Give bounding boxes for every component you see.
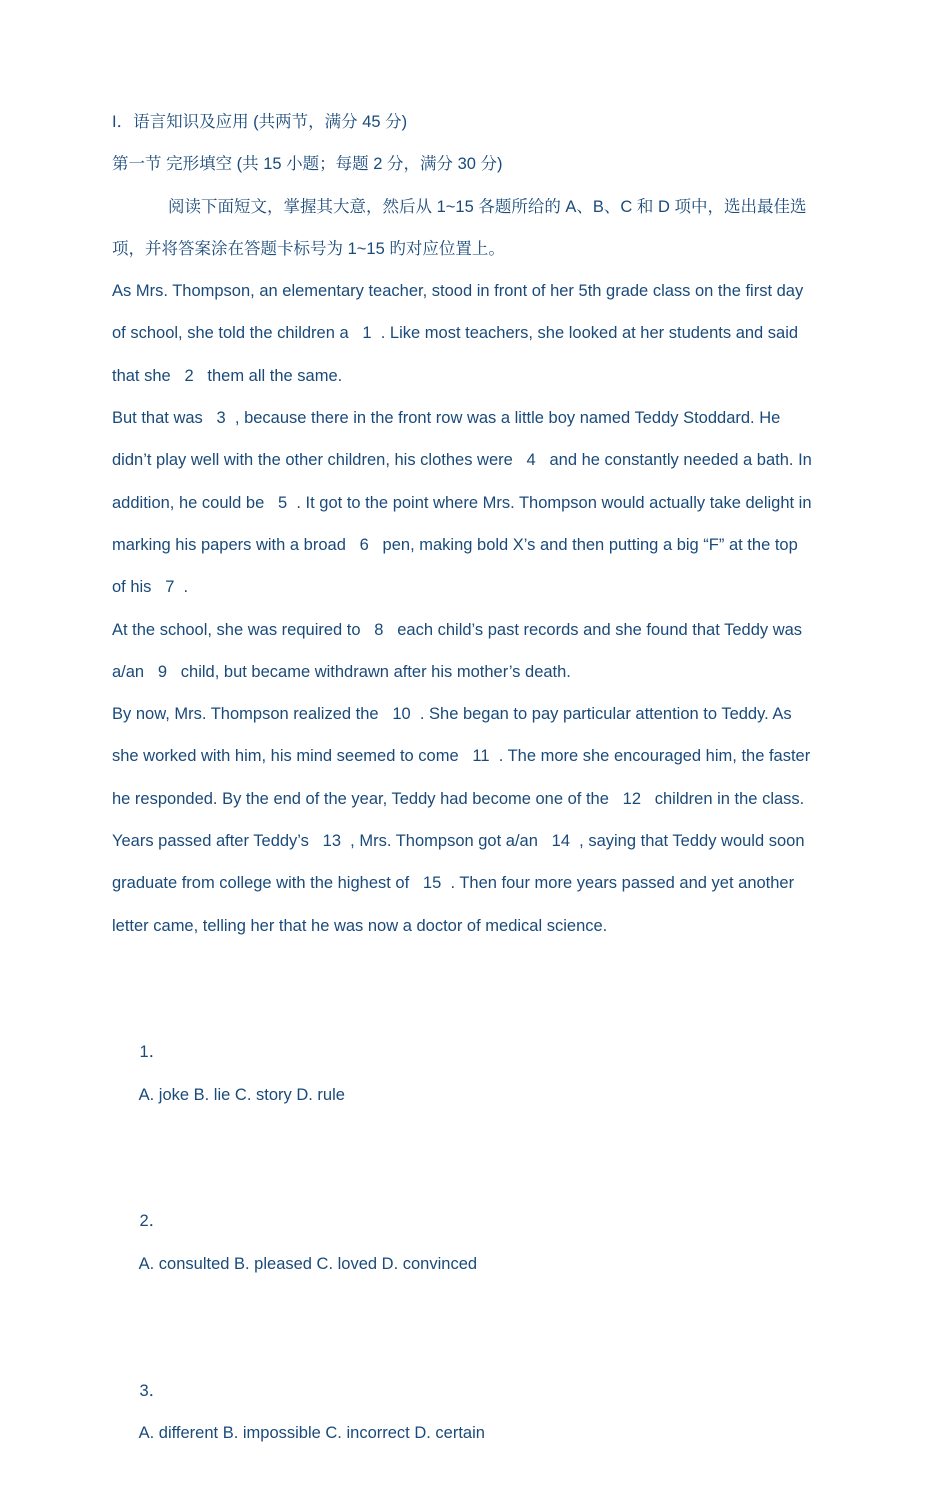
instructions-line-2: 项，并将答案涂在答题卡标号为 1~15 旳对应位置上。 (112, 239, 505, 258)
subsection-title: 第一节 完形填空 (共 15 小题；每题 2 分，满分 30 分) (112, 155, 503, 174)
passage-line: of school, she told the children a 1 . Like most teachers, she looked at her students and said (112, 324, 799, 343)
instructions-line-1: 阅读下面短文，掌握其大意，然后从 1~15 各题所给的 A、B、C 和 D 项中，选出最佳选 (168, 197, 807, 216)
passage-line: a/an 9 child, but became withdrawn after his mother’s death. (112, 662, 571, 681)
passage-line: of his 7 . (112, 578, 189, 597)
passage-line: As Mrs. Thompson, an elementary teacher, stood in front of her 5th grade class on the first day (112, 282, 804, 301)
passage-line: At the school, she was required to 8 each child’s past records and she found that Teddy was (112, 620, 803, 639)
question-options: A. consulted B. pleased C. loved D. convinced (138, 1254, 478, 1273)
passage-line: that she 2 them all the same. (112, 366, 343, 385)
question-number: 3． (139, 1381, 166, 1400)
question-options: A. joke B. lie C. story D. rule (138, 1085, 345, 1104)
passage (112, 270, 842, 947)
passage-line: Years passed after Teddy’s 13 , Mrs. Thompson got a/an 14 , saying that Teddy would soon (112, 832, 805, 851)
question-number: 1． (139, 1043, 166, 1062)
question-item (112, 1327, 842, 1496)
exam-page (112, 101, 842, 1497)
passage-line: addition, he could be 5 . It got to the point where Mrs. Thompson would actually take delight in (112, 493, 812, 512)
question-list (112, 989, 842, 1497)
question-number: 2． (139, 1212, 166, 1231)
passage-line: marking his papers with a broad 6 pen, making bold X’s and then putting a big “F” at the top (112, 535, 798, 554)
section-spacer (112, 947, 842, 989)
section-title: I．语言知识及应用 (共两节，满分 45 分) (112, 113, 408, 131)
question-item (112, 1158, 842, 1327)
question-options: A. different B. impossible C. incorrect D. certain (138, 1423, 485, 1442)
passage-line: letter came, telling her that he was now a doctor of medical science. (112, 916, 608, 935)
passage-line: he responded. By the end of the year, Teddy had become one of the 12 children in the class. (112, 789, 805, 808)
passage-line: graduate from college with the highest of 15 . Then four more years passed and yet another (112, 874, 795, 893)
passage-line: But that was 3 , because there in the front row was a little boy named Teddy Stoddard. He (112, 409, 781, 428)
question-item (112, 989, 842, 1158)
passage-line: she worked with him, his mind seemed to come 11 . The more she encouraged him, the faster (112, 747, 811, 766)
passage-line: didn’t play well with the other children, his clothes were 4 and he constantly needed a bath. In (112, 451, 812, 470)
passage-line: By now, Mrs. Thompson realized the 10 . She began to pay particular attention to Teddy. As (112, 705, 792, 724)
